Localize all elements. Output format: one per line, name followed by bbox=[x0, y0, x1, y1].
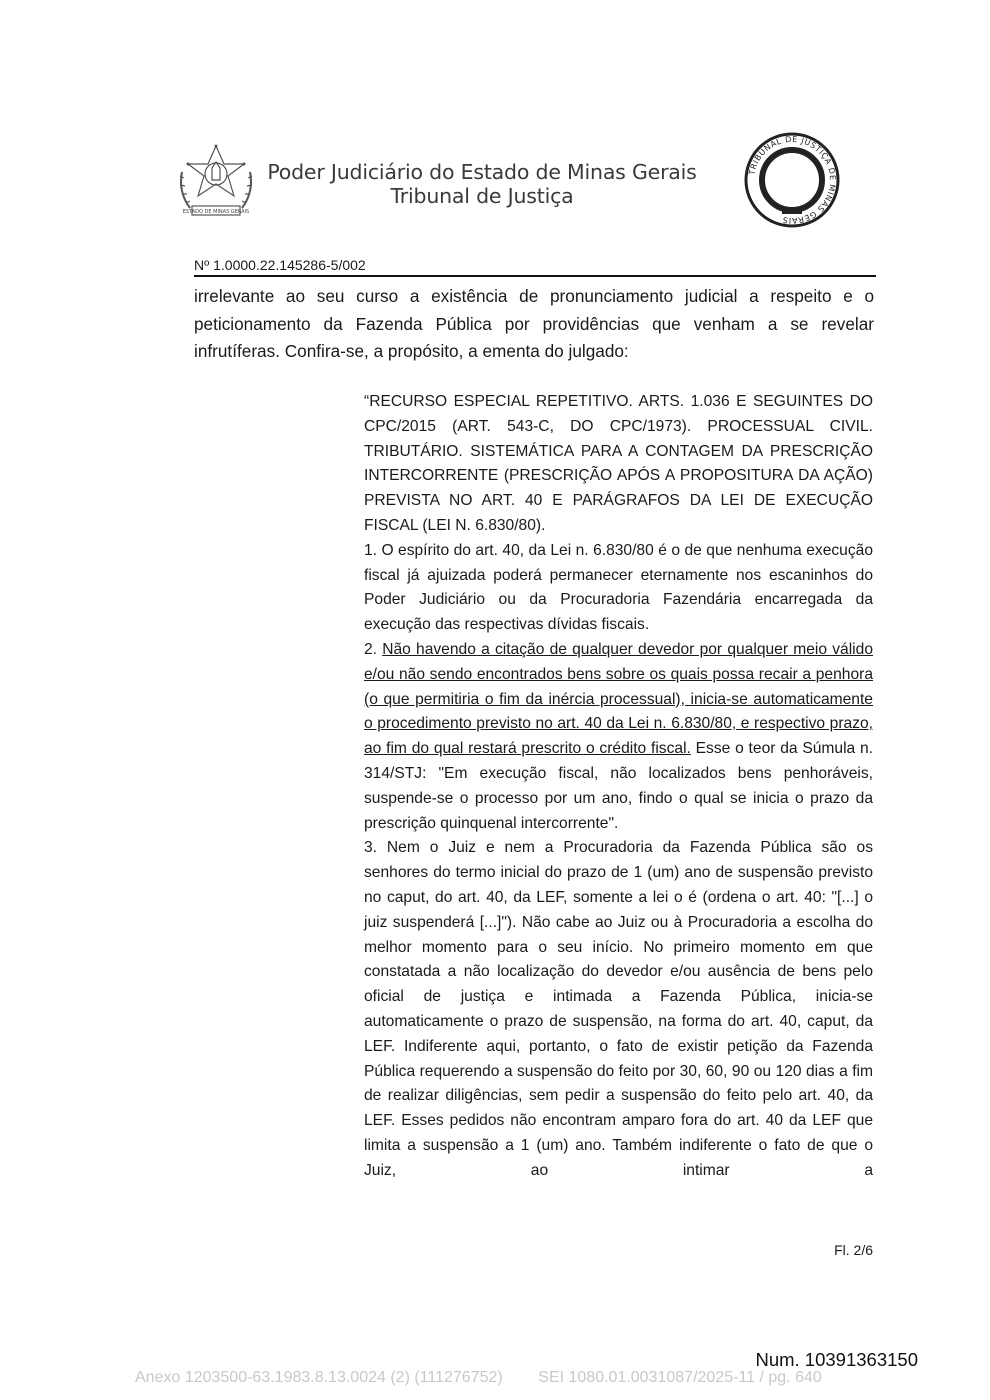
header-divider bbox=[194, 275, 876, 277]
folio-number: Fl. 2/6 bbox=[834, 1242, 873, 1258]
document-number: Num. 10391363150 bbox=[755, 1349, 918, 1370]
annex-reference: Anexo 1203500-63.1983.8.13.0024 (2) (111276752) SEI 1080.01.0031087/2025-11 / pg. 640 bbox=[135, 1369, 822, 1386]
tribunal-seal-icon bbox=[742, 130, 842, 230]
quote-item-1: 1. O espírito do art. 40, da Lei n. 6.830/80 é o de que nenhuma execução fiscal já ajuizada poderá permanecer eternamente nos escaninhos do Poder Judiciário ou da Procuradoria Fazendária encarregada da execução das respectivas dívidas fiscais. bbox=[364, 541, 873, 634]
quote-item-2-rest: Esse o teor da Súmula n. 314/STJ: "Em execução fiscal, não localizados bens penhoráveis, suspende-se o processo por um ano, findo o qual se inicia o prazo da prescrição quinquenal intercorrente". bbox=[364, 740, 873, 832]
court-name-line1: Poder Judiciário do Estado de Minas Gerais bbox=[267, 160, 697, 184]
svg-text:ESTADO DE MINAS GERAIS: ESTADO DE MINAS GERAIS bbox=[182, 209, 250, 215]
jurisprudence-quote bbox=[364, 390, 873, 1184]
svg-text:TRIBUNAL DE JUSTIÇA DE MINAS G: TRIBUNAL DE JUSTIÇA DE MINAS GERAIS bbox=[747, 134, 838, 226]
coat-of-arms-icon bbox=[176, 142, 256, 226]
quote-item-2-number: 2. bbox=[364, 640, 383, 658]
quote-heading: “RECURSO ESPECIAL REPETITIVO. ARTS. 1.036 E SEGUINTES DO CPC/2015 (ART. 543-C, DO CPC/1973). PROCESSUAL CIVIL. TRIBUTÁRIO. SISTEMÁTICA PARA A CONTAGEM DA PRESCRIÇÃO INTERCORRENTE (PRESCRIÇÃO APÓS A PROPOSITURA DA AÇÃO) PREVISTA NO ART. 40 E PARÁGRAFOS DA LEI DE EXECUÇÃO FISCAL (LEI N. 6.830/80). bbox=[364, 393, 873, 534]
page-header bbox=[176, 134, 876, 230]
intro-paragraph: irrelevante ao seu curso a existência de pronunciamento judicial a respeito e o peticionamento da Fazenda Pública por providências que venham a se revelar infrutíferas. Confira-se, a propósito, a ementa do julgado: bbox=[194, 286, 874, 362]
court-name bbox=[262, 160, 702, 208]
quote-item-2 bbox=[364, 638, 873, 836]
process-number: Nº 1.0000.22.145286-5/002 bbox=[194, 257, 366, 273]
quote-item-2-underlined: Não havendo a citação de qualquer devedor por qualquer meio válido e/ou não sendo encontrados bens sobre os quais possa recair a penhora (o que permitiria o fim da inércia processual), inicia-se automaticamente o procedimento previsto no art. 40 da Lei n. 6.830/80, e respectivo prazo, ao fim do qual restará prescrito o crédito fiscal. bbox=[364, 640, 873, 758]
quote-item-3: 3. Nem o Juiz e nem a Procuradoria da Fazenda Pública são os senhores do termo inicial do prazo de 1 (um) ano de suspensão previsto no caput, do art. 40, da LEF, somente a lei o é (ordena o art. 40: "[...] o juiz suspenderá [...]"). Não cabe ao Juiz ou à Procuradoria a escolha do melhor momento para o seu início. No primeiro momento em que constatada a não localização do devedor e/ou ausência de bens pelo oficial de justiça e intimada a Fazenda Pública, inicia-se automaticamente o prazo de suspensão, na forma do art. 40, caput, da LEF. Indiferente aqui, portanto, o fato de existir petição da Fazenda Pública requerendo a suspensão do feito por 30, 60, 90 ou 120 dias a fim de realizar diligências, sem pedir a suspensão do feito pelo art. 40, da LEF. Esses pedidos não encontram amparo fora do art. 40 da LEF que limita a suspensão a 1 (um) ano. Também indiferente o fato de que o Juiz, ao intimar a bbox=[364, 839, 873, 1179]
court-name-line2: Tribunal de Justiça bbox=[390, 184, 574, 208]
